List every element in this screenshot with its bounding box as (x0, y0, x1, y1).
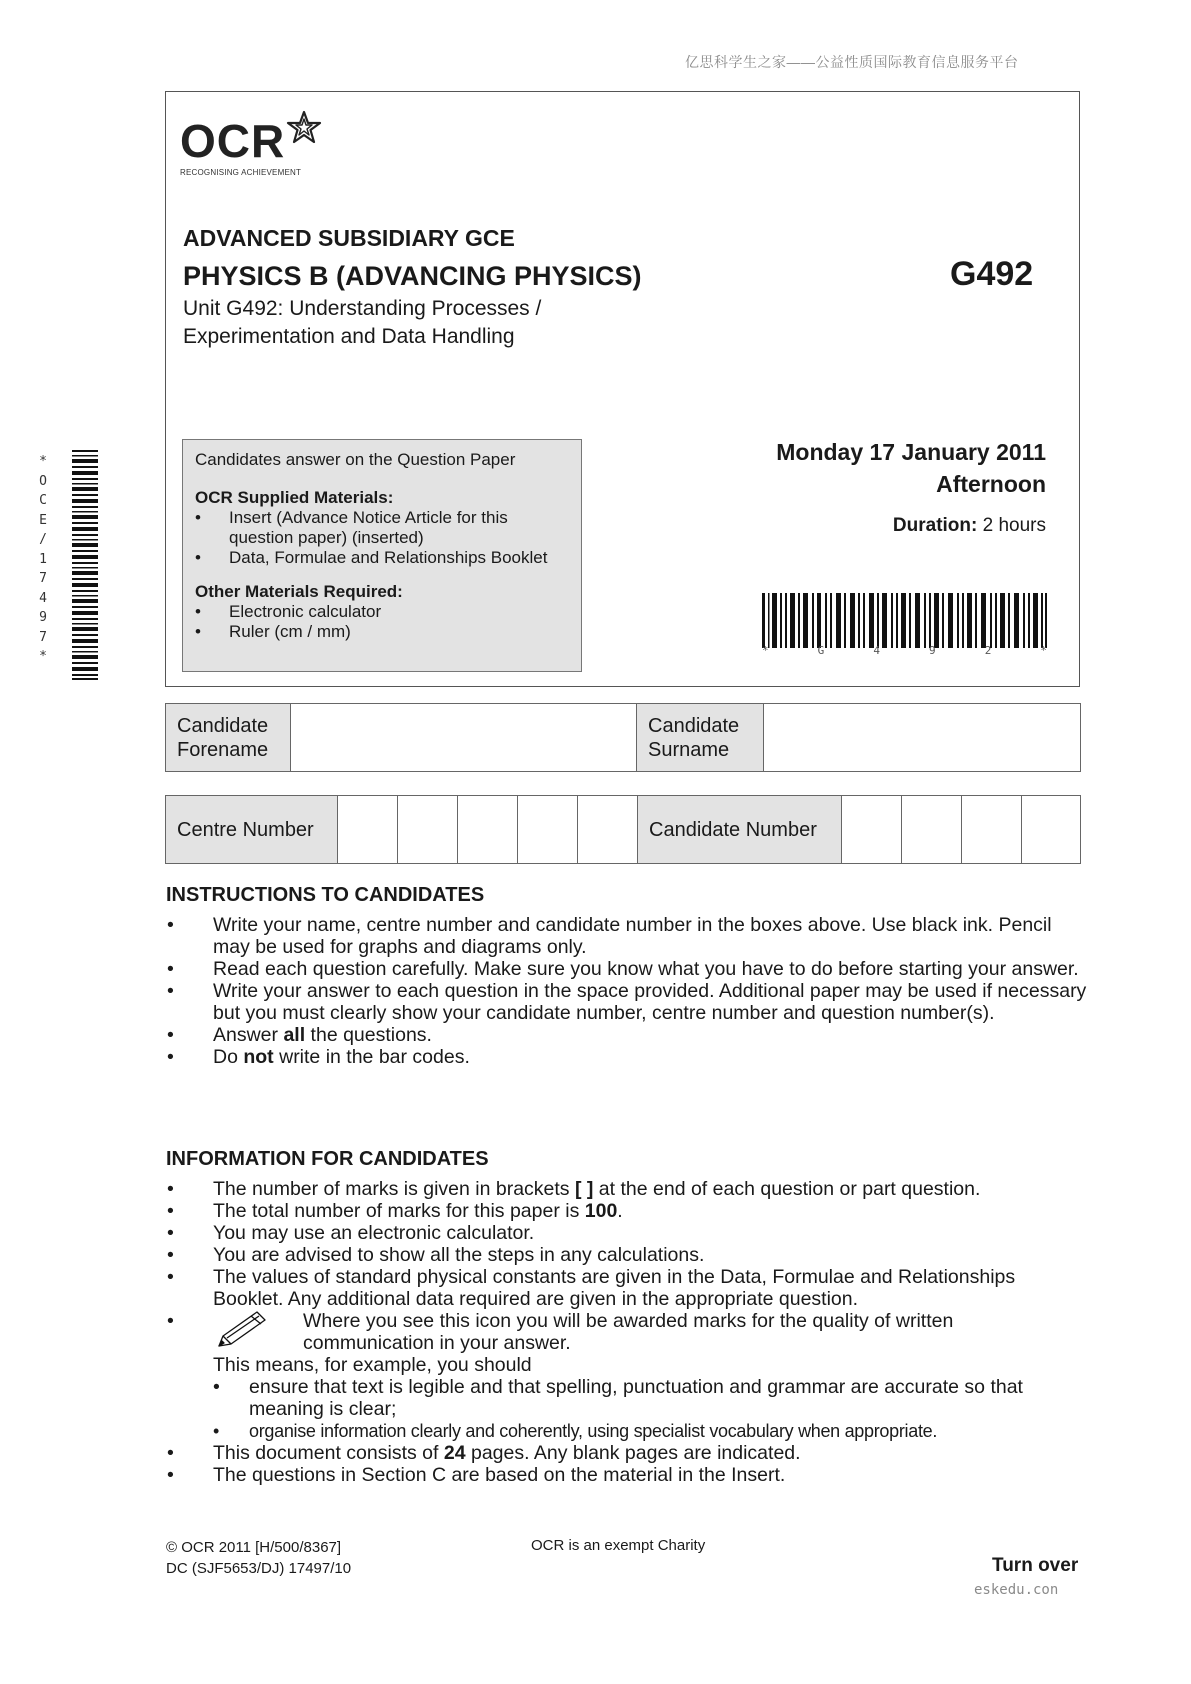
centre-number-label: Centre Number (166, 796, 338, 864)
materials-box (182, 439, 582, 672)
text: The total number of marks for this paper is (213, 1200, 585, 1222)
text: pages. Any blank pages are indicated. (465, 1442, 801, 1464)
information-list (167, 1178, 1087, 1486)
watermark-bottom: eskedu.con (974, 1582, 1059, 1598)
text: The number of marks is given in brackets (213, 1178, 575, 1200)
barcode-digit: 9 (929, 644, 936, 657)
side-barcode-digits (36, 452, 50, 667)
list-item: • Data, Formulae and Relationships Booklet (195, 548, 569, 568)
barcode-digit: * (1040, 644, 1047, 657)
side-digit: E (39, 512, 47, 528)
text: Do (213, 1046, 244, 1068)
logo-tagline: RECOGNISING ACHIEVEMENT (180, 168, 302, 177)
candidate-number-label: Candidate Number (638, 796, 842, 864)
candidate-number-box[interactable] (962, 796, 1022, 864)
centre-number-box[interactable] (458, 796, 518, 864)
side-digit: / (39, 532, 47, 547)
charity-note: OCR is an exempt Charity (531, 1537, 706, 1554)
barcode-digits (762, 644, 1047, 657)
list-item: • The values of standard physical constants are given in the Data, Formulae and Relationships Booklet. Any additional data required are given in the appropriate question. (167, 1266, 1087, 1310)
copyright: © OCR 2011 [H/500/8367] (166, 1539, 342, 1556)
surname-label-line1: Candidate (648, 714, 740, 737)
information-heading: INFORMATION FOR CANDIDATES (166, 1148, 489, 1170)
exam-date-block (776, 436, 1046, 500)
document-ref: DC (SJF5653/DJ) 17497/10 (166, 1560, 352, 1577)
list-item: • Electronic calculator (195, 602, 569, 622)
barcode-digit: 4 (873, 644, 880, 657)
exam-duration (893, 515, 1046, 537)
list-item: • The questions in Section C are based on the material in the Insert. (167, 1464, 1087, 1486)
candidate-number-box[interactable] (842, 796, 902, 864)
centre-number-box[interactable] (518, 796, 578, 864)
duration-value: 2 hours (982, 515, 1046, 536)
logo-word: OCR (180, 115, 286, 167)
list-item: • You may use an electronic calculator. (167, 1222, 1087, 1244)
forename-field[interactable] (291, 704, 637, 772)
pencil-icon (213, 1308, 271, 1350)
side-digit: O (39, 473, 47, 489)
list-item: • Insert (Advance Notice Article for this question paper) (inserted) (195, 508, 569, 548)
supplied-heading: OCR Supplied Materials: (195, 488, 394, 507)
emphasis: 100 (584, 1200, 618, 1222)
text: Answer (213, 1024, 284, 1046)
unit-line-2: Experimentation and Data Handling (183, 325, 515, 348)
emphasis: [ ] (574, 1178, 594, 1200)
side-digit: 7 (39, 629, 47, 645)
other-list (195, 602, 569, 642)
centre-number-box[interactable] (338, 796, 398, 864)
side-digit: 4 (39, 590, 47, 606)
emphasis: not (243, 1046, 274, 1068)
list-item (167, 1310, 1087, 1442)
surname-field[interactable] (764, 704, 1081, 772)
text: This means, for example, you should (213, 1354, 532, 1376)
footer-left (166, 1537, 351, 1579)
forename-label-line1: Candidate (177, 714, 269, 737)
side-digit: C (39, 493, 47, 508)
materials-lead: Candidates answer on the Question Paper (195, 450, 516, 469)
list-item (167, 1178, 1087, 1200)
text: . (617, 1200, 623, 1222)
list-item: • organise information clearly and coherently, using specialist vocabulary when appropriate. (213, 1420, 1087, 1442)
emphasis: all (283, 1024, 306, 1046)
instructions-heading: INSTRUCTIONS TO CANDIDATES (166, 884, 485, 906)
side-digit: * (39, 454, 47, 469)
paper-code: G492 (950, 255, 1034, 293)
surname-label-line2: Surname (648, 738, 730, 761)
centre-number-box[interactable] (578, 796, 638, 864)
text: at the end of each question or part question. (593, 1178, 981, 1200)
barcode (762, 593, 1047, 648)
qualification-level: ADVANCED SUBSIDIARY GCE (183, 225, 515, 251)
unit-title (183, 295, 541, 351)
instructions-list (167, 914, 1087, 1068)
centre-number-box[interactable] (398, 796, 458, 864)
side-digit: 7 (39, 571, 47, 586)
list-item (167, 1024, 1087, 1046)
other-heading: Other Materials Required: (195, 582, 403, 601)
side-digit: 1 (39, 551, 47, 567)
candidate-number-box[interactable] (1022, 796, 1081, 864)
side-digit: * (39, 649, 47, 664)
list-item (167, 1200, 1087, 1222)
list-item (167, 1442, 1087, 1464)
duration-label: Duration: (892, 515, 978, 536)
barcode-digit: * (762, 644, 769, 657)
turn-over: Turn over (992, 1555, 1079, 1576)
text: the questions. (305, 1024, 432, 1046)
side-barcode (72, 450, 98, 680)
forename-label (166, 704, 291, 772)
sub-list (213, 1376, 1087, 1442)
barcode-digit: G (817, 644, 825, 657)
unit-line-1: Unit G492: Understanding Processes / (183, 297, 542, 320)
ocr-logo (180, 115, 302, 177)
forename-label-line2: Forename (177, 738, 269, 761)
text: write in the bar codes. (273, 1046, 470, 1068)
emphasis: 24 (443, 1442, 466, 1464)
exam-session: Afternoon (936, 471, 1046, 497)
list-item: • You are advised to show all the steps in any calculations. (167, 1244, 1087, 1266)
candidate-number-box[interactable] (902, 796, 962, 864)
list-item: • ensure that text is legible and that spelling, punctuation and grammar are accurate so that meaning is clear; (213, 1376, 1087, 1420)
candidate-name-table (165, 703, 1081, 772)
ocr-star-icon (286, 110, 322, 146)
list-item: • Read each question carefully. Make sure you know what you have to do before starting your answer. (167, 958, 1087, 980)
subject-title: PHYSICS B (ADVANCING PHYSICS) (183, 261, 642, 291)
text: This document consists of (213, 1442, 444, 1464)
candidate-number-table (165, 795, 1081, 864)
watermark-top: 亿思科学生之家——公益性质国际教育信息服务平台 (685, 54, 1019, 70)
exam-date: Monday 17 January 2011 (776, 439, 1046, 465)
barcode-digit: 2 (984, 644, 992, 657)
list-item: • Ruler (cm / mm) (195, 622, 569, 642)
surname-label (637, 704, 764, 772)
supplied-list (195, 508, 569, 568)
list-item: • Write your answer to each question in the space provided. Additional paper may be used if necessary but you must clearly show your candidate number, centre number and question number(s). (167, 980, 1087, 1024)
text: • Where you see this icon you will be awarded marks for the quality of written communication in your answer. (303, 1310, 954, 1354)
list-item (167, 1046, 1087, 1068)
list-item: • Write your name, centre number and candidate number in the boxes above. Use black ink. Pencil may be used for graphs and diagrams only. (167, 914, 1087, 958)
side-digit: 9 (39, 610, 47, 625)
